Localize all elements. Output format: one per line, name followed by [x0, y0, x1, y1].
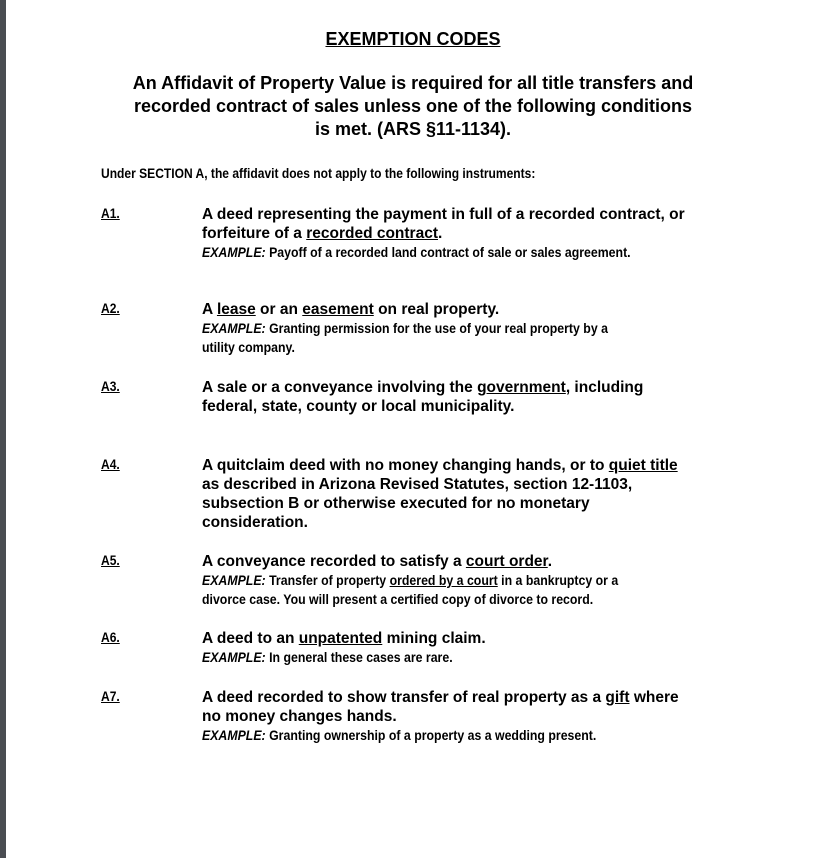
example-text: in a bankruptcy or a: [497, 572, 619, 588]
underlined-term: ordered by a court: [389, 572, 498, 588]
text-span: A deed recorded to show transfer of real property as a: [202, 689, 606, 706]
underlined-term: unpatented: [298, 630, 383, 647]
description-line: [202, 688, 782, 707]
text-span: forfeiture of a: [202, 225, 307, 242]
description-line: [202, 629, 782, 648]
underlined-term: easement: [302, 301, 374, 318]
exemption-description: [202, 378, 782, 416]
intro-paragraph: [6, 72, 820, 141]
text-span: on real property.: [373, 301, 500, 318]
text-span: where: [629, 689, 679, 706]
text-span: mining claim.: [382, 630, 486, 647]
exemption-description: [202, 205, 782, 262]
exemption-code: A7.: [101, 688, 120, 704]
underlined-term: gift: [605, 689, 630, 706]
example-label: EXAMPLE:: [202, 649, 266, 665]
text-span: , including: [565, 379, 644, 396]
example-line: [202, 648, 765, 667]
text-span: or an: [255, 301, 303, 318]
description-line: as described in Arizona Revised Statutes, section 12-1103,: [202, 476, 633, 493]
example-line: divorce case. You will present a certified copy of divorce to record.: [202, 591, 594, 607]
exemption-description: [202, 300, 782, 357]
underlined-term: government: [477, 379, 566, 396]
description-line: [202, 378, 782, 397]
example-label: EXAMPLE:: [202, 727, 266, 743]
example-line: utility company.: [202, 339, 295, 355]
underlined-term: lease: [216, 301, 256, 318]
text-span: A quitclaim deed with no money changing hands, or to: [202, 457, 609, 474]
example-text: Granting permission for the use of your real property by a: [265, 320, 608, 336]
text-span: A deed to an: [202, 630, 299, 647]
exemption-code: A3.: [101, 378, 120, 394]
exemption-code: A6.: [101, 629, 120, 645]
example-line: [202, 243, 765, 262]
underlined-term: recorded contract: [306, 225, 438, 242]
text-span: A conveyance recorded to satisfy a: [202, 553, 466, 570]
description-line: subsection B or otherwise executed for no monetary: [202, 495, 590, 512]
text-span: A: [202, 301, 217, 318]
description-line: consideration.: [202, 514, 308, 531]
section-a-heading: Under SECTION A, the affidavit does not apply to the following instruments:: [101, 165, 536, 181]
description-line: [202, 224, 782, 243]
example-line: [202, 319, 765, 338]
text-span: A sale or a conveyance involving the: [202, 379, 478, 396]
example-text: Transfer of property: [265, 572, 390, 588]
example-label: EXAMPLE:: [202, 244, 266, 260]
underlined-term: quiet title: [608, 457, 678, 474]
description-line: [202, 552, 782, 571]
example-text: Payoff of a recorded land contract of sale or sales agreement.: [265, 244, 631, 260]
page-title: EXEMPTION CODES: [325, 29, 501, 49]
exemption-description: [202, 552, 782, 609]
underlined-term: court order: [465, 553, 548, 570]
description-line: federal, state, county or local municipality.: [202, 398, 515, 415]
example-line: [202, 726, 765, 745]
exemption-code: A4.: [101, 456, 120, 472]
text-span: .: [547, 553, 553, 570]
description-line: A deed representing the payment in full of a recorded contract, or: [202, 206, 685, 223]
example-line: [202, 571, 765, 590]
text-span: .: [438, 225, 443, 242]
description-line: [202, 456, 782, 475]
exemption-code: A2.: [101, 300, 120, 316]
exemption-code: A1.: [101, 205, 120, 221]
document-page: [6, 0, 820, 858]
intro-line: An Affidavit of Property Value is required for all title transfers and: [132, 73, 694, 93]
example-text: In general these cases are rare.: [265, 649, 453, 665]
description-line: no money changes hands.: [202, 708, 397, 725]
exemption-description: [202, 688, 782, 745]
intro-line: recorded contract of sales unless one of the following conditions: [133, 96, 693, 116]
exemption-description: [202, 456, 782, 532]
exemption-description: [202, 629, 782, 667]
exemption-code: A5.: [101, 552, 120, 568]
example-label: EXAMPLE:: [202, 320, 266, 336]
example-text: Granting ownership of a property as a wedding present.: [265, 727, 597, 743]
description-line: [202, 300, 782, 319]
example-label: EXAMPLE:: [202, 572, 266, 588]
intro-line: is met. (ARS §11-1134).: [314, 119, 512, 139]
